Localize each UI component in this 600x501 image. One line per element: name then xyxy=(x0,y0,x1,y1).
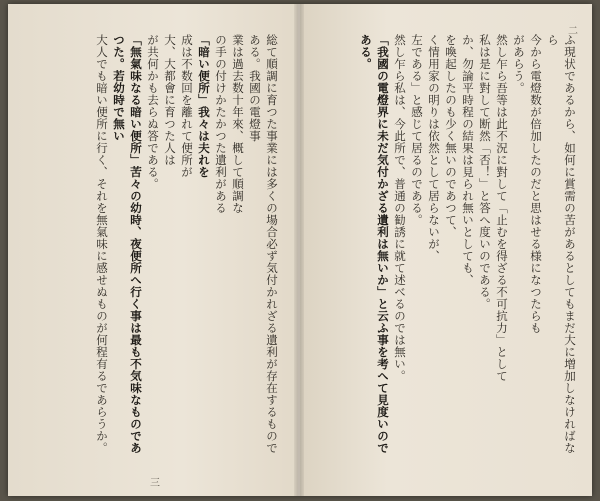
text-column-heading: 「暗い便所」我々は夫れを xyxy=(197,34,211,178)
text-column: 左である」と感じて居るのである。 xyxy=(410,34,424,226)
text-column: 然し乍ら私は、今此所で、普通の勧誘に就て述べるのでは無い。 xyxy=(393,34,407,382)
text-column: 総て順調に育つた事業には多くの場合必ず気付かれざる遺利が存在するものである。我國の電燈事 xyxy=(248,34,279,454)
text-column: 業は過去数十年來、概して順調な xyxy=(231,34,245,214)
text-column: が共何かも去らぬ答である。 xyxy=(146,34,160,190)
book-spread xyxy=(8,4,592,496)
text-column-heading: 「我國の電燈界に未だ気付かざる遺利は無いか」と云ふ事を考へて見度いのである。 xyxy=(359,34,390,454)
right-page xyxy=(300,4,592,496)
left-page-number: 三 xyxy=(150,478,160,489)
text-column: の手の付けかたかつた遺利がある xyxy=(214,34,228,214)
text-column: か、勿論平時程の結果は見られ無いとしても、 xyxy=(461,34,475,286)
text-column: ふ現状であるから、如何に賞需の苦があるとしてもまだ大に増加しなければなら xyxy=(546,34,577,454)
right-page-text xyxy=(316,34,578,454)
text-column: 大人でも暗い便所に行く、それを無氣味に感せぬものが何程有るであらうか。 xyxy=(95,34,109,454)
text-column: 今から電燈数が倍加したのだと思はせる様になつたらも xyxy=(529,34,543,334)
text-column: 私は是に對して断然「否！」と答へ度いのである。 xyxy=(478,34,492,310)
text-column: 大、大都會に育つた人は xyxy=(163,34,177,166)
text-column: く情用家の明りは依然として居らないが、 xyxy=(427,34,441,262)
text-column: 成は不数回を離れて便所が xyxy=(180,34,194,178)
right-page-number: 二 xyxy=(568,26,578,37)
text-column: 然し乍ら吾等は此不況に對して「止むを得ざる不可抗力」として xyxy=(495,34,509,382)
text-column: があらう。 xyxy=(512,34,526,94)
book-gutter xyxy=(294,4,304,496)
text-column: を喚起したのも少く無いのであつて、 xyxy=(444,34,458,238)
left-page-text xyxy=(34,34,280,454)
left-page xyxy=(8,4,298,496)
text-column-heading: 「無氣味なる暗い便所」苦々の幼時、夜便所へ行く事は最も不気味なものであつた。若幼時で無い xyxy=(112,34,143,454)
